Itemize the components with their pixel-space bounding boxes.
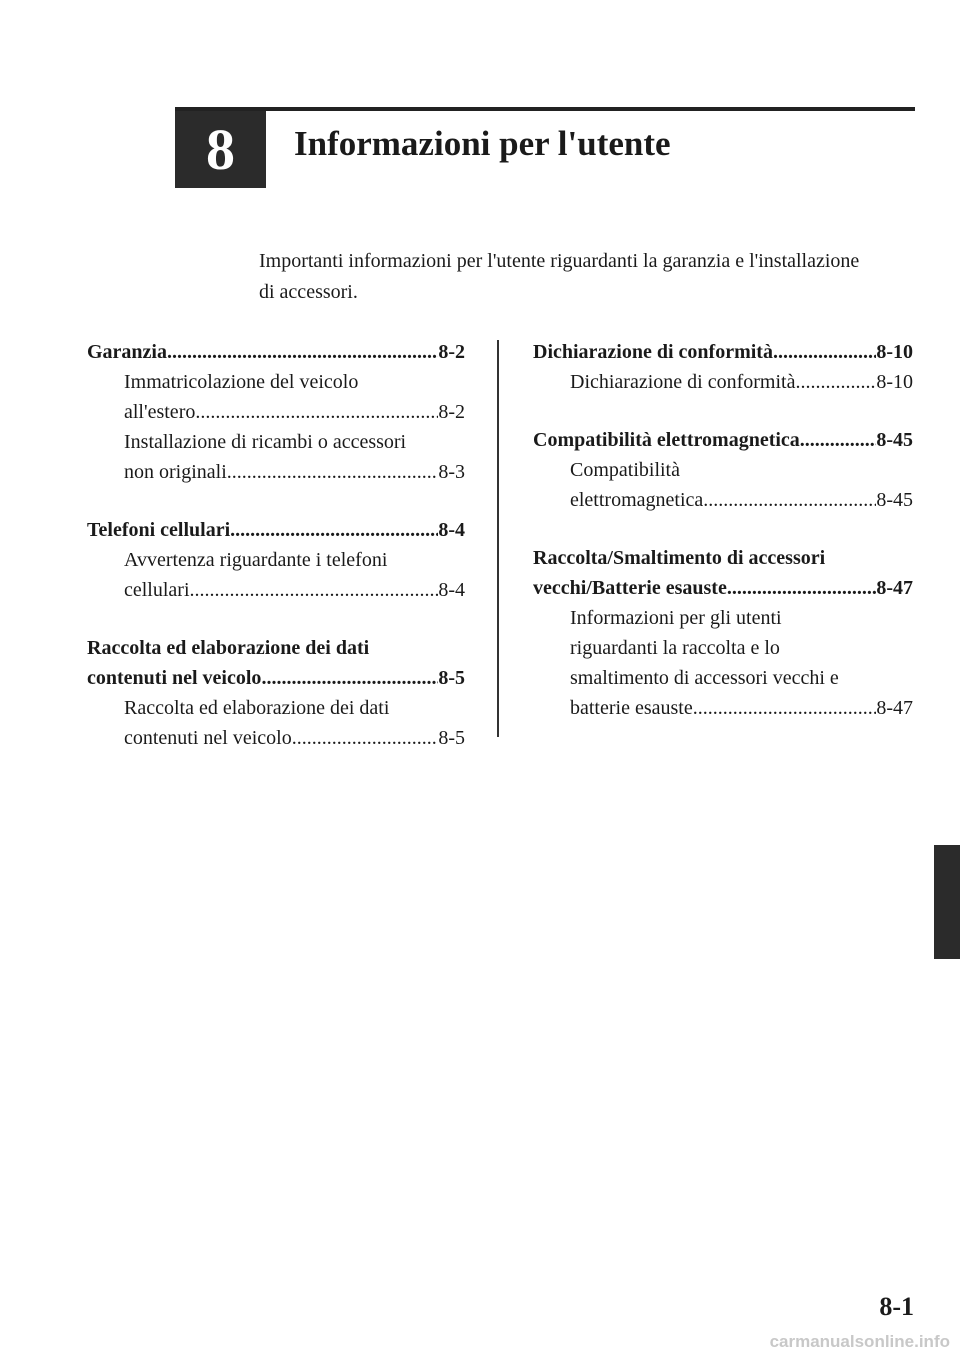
toc-section-title-line: Raccolta/Smaltimento di accessori: [533, 547, 826, 569]
toc-section-entry[interactable]: [533, 425, 913, 455]
toc-subentry-page: 8-4: [438, 579, 465, 601]
toc-section-entry[interactable]: [87, 337, 465, 367]
toc-subentry[interactable]: [533, 693, 913, 723]
toc-subentry-page: 8-2: [438, 401, 465, 423]
chapter-header-rule: [175, 107, 915, 111]
toc-section-entry[interactable]: [87, 663, 465, 693]
toc-section-entry[interactable]: [87, 515, 465, 545]
toc-section: [533, 337, 913, 397]
toc-subentry-line: Informazioni per gli utenti: [570, 607, 782, 629]
toc-section-entry-text: Telefoni cellulari: [87, 519, 231, 541]
toc-section-entry-page: 8-47: [876, 577, 913, 599]
toc-subentry-text: elettromagnetica: [570, 489, 704, 511]
toc-subentry-page: 8-10: [876, 371, 913, 393]
toc-subentry-text: non originali: [124, 461, 227, 483]
toc-subentry-line: smaltimento di accessori vecchi e: [570, 667, 839, 689]
toc-subentry-page: 8-47: [876, 697, 913, 719]
toc-section-entry-leader: [727, 573, 877, 603]
toc-subentry-leader: [227, 457, 439, 487]
toc-section: [87, 633, 465, 753]
toc-subentry[interactable]: [533, 485, 913, 515]
toc-section-entry-page: 8-10: [876, 341, 913, 363]
toc-subentry-line: Immatricolazione del veicolo: [124, 371, 359, 393]
toc-section-entry-text: Compatibilità elettromagnetica: [533, 429, 800, 451]
toc-subentry-leader: [795, 367, 876, 397]
toc-section: [87, 337, 465, 487]
toc-subentry-leader: [190, 575, 439, 605]
toc-section-entry-leader: [800, 425, 877, 455]
toc-section-entry-page: 8-45: [876, 429, 913, 451]
toc-section-title-line: Raccolta ed elaborazione dei dati: [87, 637, 370, 659]
toc-subentry[interactable]: [87, 457, 465, 487]
column-divider: [497, 340, 499, 737]
toc-subentry-text: all'estero: [124, 401, 196, 423]
toc-section-entry-text: Garanzia: [87, 341, 167, 363]
toc-section-entry-page: 8-5: [438, 667, 465, 689]
toc-section: [87, 515, 465, 605]
toc-section-entry-leader: [261, 663, 438, 693]
toc-section-entry[interactable]: [533, 337, 913, 367]
chapter-side-tab: [934, 845, 960, 959]
chapter-number: 8: [206, 117, 235, 182]
toc-subentry[interactable]: [87, 723, 465, 753]
toc-subentry-leader: [693, 693, 877, 723]
toc-subentry-line: Installazione di ricambi o accessori: [124, 431, 407, 453]
page-number: 8-1: [879, 1292, 914, 1321]
toc-section-entry-page: 8-4: [438, 519, 465, 541]
toc-section: [533, 543, 913, 723]
chapter-title: Informazioni per l'utente: [294, 124, 671, 163]
toc-section-entry-leader: [230, 515, 438, 545]
toc-subentry-page: 8-3: [438, 461, 465, 483]
toc-right-column: [533, 337, 913, 751]
toc-subentry-leader: [195, 397, 438, 427]
toc-subentry-line: Raccolta ed elaborazione dei dati: [124, 697, 390, 719]
toc-subentry[interactable]: [87, 397, 465, 427]
toc-subentry-page: 8-5: [438, 727, 465, 749]
toc-section-entry-text: vecchi/Batterie esauste: [533, 577, 727, 599]
toc-subentry-text: contenuti nel veicolo: [124, 727, 292, 749]
toc-subentry-text: cellulari: [124, 579, 190, 601]
toc-subentry-line: Compatibilità: [570, 459, 680, 481]
toc-section-entry[interactable]: [533, 573, 913, 603]
chapter-intro: Importanti informazioni per l'utente riguardanti la garanzia e l'installazione di accessori.: [259, 250, 860, 303]
toc-section-entry-page: 8-2: [438, 341, 465, 363]
toc-section-entry-text: contenuti nel veicolo: [87, 667, 262, 689]
toc-subentry-line: Avvertenza riguardante i telefoni: [124, 549, 388, 571]
toc-section: [533, 425, 913, 515]
chapter-number-box: [175, 111, 266, 188]
toc-section-entry-leader: [167, 337, 438, 367]
toc-section-entry-text: Dichiarazione di conformità: [533, 341, 773, 363]
toc-subentry[interactable]: [87, 575, 465, 605]
toc-subentry-page: 8-45: [876, 489, 913, 511]
toc-subentry-text: batterie esauste: [570, 697, 693, 719]
toc-left-column: [87, 337, 465, 781]
toc-subentry-text: Dichiarazione di conformità: [570, 371, 796, 393]
toc-subentry-line: riguardanti la raccolta e lo: [570, 637, 780, 659]
watermark: carmanualsonline.info: [769, 1332, 950, 1351]
toc-subentry-leader: [292, 723, 439, 753]
toc-subentry[interactable]: [533, 367, 913, 397]
toc-section-entry-leader: [773, 337, 876, 367]
toc-subentry-leader: [703, 485, 876, 515]
